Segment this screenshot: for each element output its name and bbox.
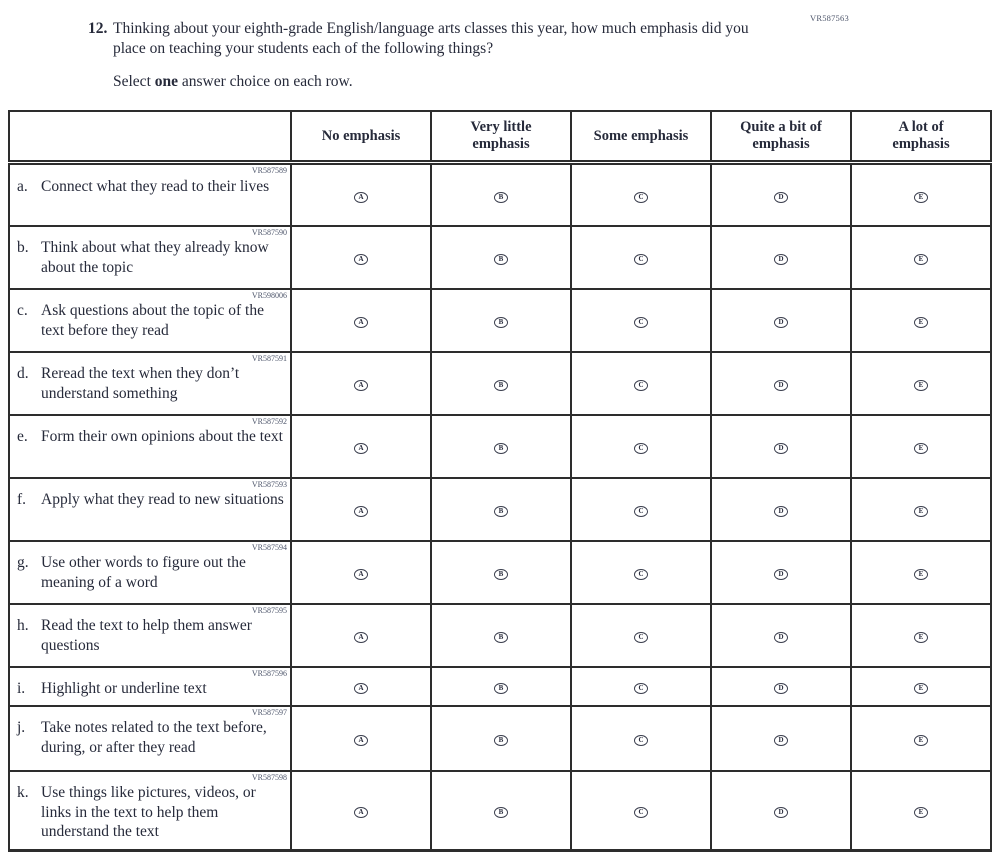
answer-cell-k-E — [851, 771, 991, 851]
option-bubble-k-B[interactable] — [494, 807, 508, 818]
option-bubble-c-C[interactable] — [634, 317, 648, 328]
row-label-line — [10, 717, 290, 759]
answer-cell-d-C — [571, 352, 711, 415]
row-code: VR587594 — [251, 542, 287, 552]
row-label: Form their own opinions about the text — [41, 428, 283, 446]
instruction-suffix: answer choice on each row. — [178, 72, 353, 90]
answer-cell-a-A — [291, 163, 431, 226]
option-bubble-a-C[interactable] — [634, 192, 648, 203]
emphasis-matrix-table — [8, 110, 992, 852]
option-bubble-i-C[interactable] — [634, 683, 648, 694]
option-bubble-h-C[interactable] — [634, 632, 648, 643]
option-bubble-a-A[interactable] — [354, 192, 368, 203]
row-stub-k — [9, 771, 291, 851]
option-letter: C — [638, 684, 644, 692]
option-bubble-f-B[interactable] — [494, 506, 508, 517]
answer-cell-a-D — [711, 163, 851, 226]
table-row-h — [9, 604, 991, 667]
row-letter: i. — [17, 680, 26, 698]
row-label-line — [10, 615, 290, 657]
option-letter: A — [358, 255, 364, 263]
option-bubble-k-D[interactable] — [774, 807, 788, 818]
answer-cell-j-E — [851, 706, 991, 771]
option-letter: E — [918, 633, 924, 641]
row-stub-b — [9, 226, 291, 289]
option-bubble-b-E[interactable] — [914, 254, 928, 265]
table-row-i — [9, 667, 991, 706]
answer-cell-f-E — [851, 478, 991, 541]
row-code: VR587591 — [251, 353, 287, 363]
option-bubble-j-E[interactable] — [914, 735, 928, 746]
answer-cell-d-B — [431, 352, 571, 415]
answer-cell-d-A — [291, 352, 431, 415]
row-code: VR598006 — [251, 290, 287, 300]
column-header-E — [851, 111, 991, 163]
row-code: VR587590 — [251, 227, 287, 237]
option-letter: B — [498, 736, 504, 744]
option-bubble-h-E[interactable] — [914, 632, 928, 643]
question-block — [88, 19, 778, 91]
row-code: VR587597 — [251, 707, 287, 717]
option-bubble-b-D[interactable] — [774, 254, 788, 265]
row-stub-i — [9, 667, 291, 706]
option-bubble-c-E[interactable] — [914, 317, 928, 328]
column-header-label: No emphasis — [321, 127, 401, 144]
row-letter: k. — [17, 784, 29, 802]
row-letter: b. — [17, 239, 29, 257]
row-label-line — [10, 176, 290, 198]
option-bubble-f-C[interactable] — [634, 506, 648, 517]
answer-cell-e-C — [571, 415, 711, 478]
option-bubble-j-B[interactable] — [494, 735, 508, 746]
answer-cell-k-C — [571, 771, 711, 851]
option-bubble-h-B[interactable] — [494, 632, 508, 643]
answer-cell-e-E — [851, 415, 991, 478]
row-stub-c — [9, 289, 291, 352]
answer-cell-h-D — [711, 604, 851, 667]
option-bubble-a-E[interactable] — [914, 192, 928, 203]
row-label: Take notes related to the text before, during, or after they read — [41, 719, 267, 756]
option-letter: A — [358, 192, 364, 201]
row-label-line — [10, 237, 290, 279]
option-bubble-g-A[interactable] — [354, 569, 368, 580]
column-header-B — [431, 111, 571, 163]
option-letter: D — [778, 318, 784, 326]
option-letter: B — [498, 192, 504, 201]
option-letter: D — [778, 633, 784, 641]
answer-cell-a-E — [851, 163, 991, 226]
table-row-k — [9, 771, 991, 851]
column-header-C — [571, 111, 711, 163]
option-bubble-i-E[interactable] — [914, 683, 928, 694]
row-code: VR587589 — [251, 166, 287, 175]
option-letter: D — [778, 570, 784, 578]
option-letter: B — [498, 684, 504, 692]
option-letter: B — [498, 633, 504, 641]
option-letter: C — [638, 381, 644, 389]
answer-cell-h-A — [291, 604, 431, 667]
row-code: VR587592 — [251, 416, 287, 426]
option-bubble-g-B[interactable] — [494, 569, 508, 580]
answer-cell-i-E — [851, 667, 991, 706]
answer-cell-b-C — [571, 226, 711, 289]
option-letter: D — [778, 192, 784, 201]
option-bubble-a-B[interactable] — [494, 192, 508, 203]
option-bubble-f-D[interactable] — [774, 506, 788, 517]
row-label: Connect what they read to their lives — [41, 177, 270, 195]
option-bubble-k-C[interactable] — [634, 807, 648, 818]
answer-cell-k-B — [431, 771, 571, 851]
option-letter: E — [918, 255, 924, 263]
row-stub-g — [9, 541, 291, 604]
column-header-label: A lot of — [898, 119, 944, 136]
row-label-line — [10, 300, 290, 342]
answer-cell-c-C — [571, 289, 711, 352]
option-bubble-h-A[interactable] — [354, 632, 368, 643]
question-text: Thinking about your eighth-grade English/language arts classes this year, how much emphasis did you place on teaching your students each of the following things? — [113, 20, 749, 58]
answer-cell-g-D — [711, 541, 851, 604]
row-label-line — [10, 489, 290, 511]
row-letter: g. — [17, 554, 29, 572]
answer-cell-h-C — [571, 604, 711, 667]
row-label-line — [10, 363, 290, 405]
option-letter: E — [918, 736, 924, 744]
answer-cell-b-B — [431, 226, 571, 289]
option-letter: D — [778, 736, 784, 744]
answer-cell-g-B — [431, 541, 571, 604]
answer-cell-g-C — [571, 541, 711, 604]
table-row-c — [9, 289, 991, 352]
option-bubble-e-B[interactable] — [494, 443, 508, 454]
answer-cell-j-C — [571, 706, 711, 771]
question-instruction — [113, 73, 778, 91]
stub-header-cell — [9, 111, 291, 163]
row-letter: a. — [17, 177, 28, 195]
row-label-line — [10, 678, 290, 700]
answer-cell-j-A — [291, 706, 431, 771]
answer-cell-c-E — [851, 289, 991, 352]
option-bubble-e-E[interactable] — [914, 443, 928, 454]
option-bubble-d-A[interactable] — [354, 380, 368, 391]
answer-cell-a-B — [431, 163, 571, 226]
row-label: Read the text to help them answer questions — [41, 617, 252, 654]
option-letter: A — [358, 808, 364, 817]
option-bubble-j-C[interactable] — [634, 735, 648, 746]
option-letter: E — [918, 318, 924, 326]
option-bubble-f-E[interactable] — [914, 506, 928, 517]
column-header-label: Some emphasis — [593, 127, 689, 144]
option-bubble-d-E[interactable] — [914, 380, 928, 391]
column-header-label: emphasis — [472, 136, 530, 152]
answer-cell-c-D — [711, 289, 851, 352]
option-letter: C — [638, 192, 644, 201]
row-label: Apply what they read to new situations — [41, 491, 284, 509]
option-letter: A — [358, 507, 364, 515]
table-row-d — [9, 352, 991, 415]
row-stub-e — [9, 415, 291, 478]
row-label: Think about what they already know about the topic — [41, 239, 269, 276]
answer-cell-i-D — [711, 667, 851, 706]
answer-cell-h-B — [431, 604, 571, 667]
answer-cell-k-A — [291, 771, 431, 851]
header-row — [9, 111, 991, 163]
option-letter: E — [918, 684, 924, 692]
table-row-f — [9, 478, 991, 541]
answer-cell-f-B — [431, 478, 571, 541]
option-bubble-c-B[interactable] — [494, 317, 508, 328]
table-row-a — [9, 163, 991, 226]
option-bubble-j-D[interactable] — [774, 735, 788, 746]
option-letter: B — [498, 318, 504, 326]
option-bubble-b-A[interactable] — [354, 254, 368, 265]
option-bubble-d-B[interactable] — [494, 380, 508, 391]
answer-cell-g-A — [291, 541, 431, 604]
table-row-g — [9, 541, 991, 604]
option-letter: E — [918, 570, 924, 578]
table-body — [9, 163, 991, 851]
option-bubble-g-E[interactable] — [914, 569, 928, 580]
row-label: Use things like pictures, videos, or links in the text to help them understand the text — [41, 784, 256, 841]
question-number: 12. — [88, 20, 108, 37]
option-bubble-c-A[interactable] — [354, 317, 368, 328]
option-letter: A — [358, 684, 364, 692]
option-bubble-d-D[interactable] — [774, 380, 788, 391]
option-letter: B — [498, 381, 504, 389]
row-letter: c. — [17, 302, 28, 320]
answer-cell-d-E — [851, 352, 991, 415]
option-letter: E — [918, 444, 924, 452]
option-bubble-f-A[interactable] — [354, 506, 368, 517]
answer-cell-e-A — [291, 415, 431, 478]
option-letter: C — [638, 318, 644, 326]
option-letter: A — [358, 633, 364, 641]
option-bubble-k-E[interactable] — [914, 807, 928, 818]
answer-cell-f-C — [571, 478, 711, 541]
option-bubble-b-C[interactable] — [634, 254, 648, 265]
answer-cell-c-A — [291, 289, 431, 352]
option-letter: A — [358, 736, 364, 744]
row-label: Ask questions about the topic of the text before they read — [41, 302, 264, 339]
answer-cell-g-E — [851, 541, 991, 604]
row-code: VR587595 — [251, 605, 287, 615]
answer-cell-f-A — [291, 478, 431, 541]
option-letter: A — [358, 381, 364, 389]
column-header-label: Quite a bit of — [740, 119, 822, 136]
option-letter: B — [498, 444, 504, 452]
answer-cell-f-D — [711, 478, 851, 541]
option-letter: A — [358, 570, 364, 578]
option-bubble-j-A[interactable] — [354, 735, 368, 746]
option-bubble-b-B[interactable] — [494, 254, 508, 265]
option-letter: E — [918, 381, 924, 389]
option-bubble-e-A[interactable] — [354, 443, 368, 454]
option-letter: B — [498, 255, 504, 263]
option-letter: E — [918, 808, 924, 817]
form-code: VR587563 — [810, 13, 849, 23]
option-letter: E — [918, 192, 924, 201]
answer-cell-e-D — [711, 415, 851, 478]
row-stub-j — [9, 706, 291, 771]
row-label-line — [10, 426, 290, 448]
option-bubble-i-B[interactable] — [494, 683, 508, 694]
option-bubble-a-D[interactable] — [774, 192, 788, 203]
row-letter: d. — [17, 365, 29, 383]
column-header-label: Very little — [470, 119, 532, 136]
answer-cell-b-D — [711, 226, 851, 289]
instruction-bold-word: one — [154, 72, 178, 90]
row-label: Highlight or underline text — [41, 680, 207, 698]
option-letter: C — [638, 255, 644, 263]
row-letter: e. — [17, 428, 28, 446]
answer-cell-i-A — [291, 667, 431, 706]
answer-cell-j-B — [431, 706, 571, 771]
row-stub-a — [9, 163, 291, 226]
answer-cell-e-B — [431, 415, 571, 478]
row-stub-h — [9, 604, 291, 667]
answer-cell-d-D — [711, 352, 851, 415]
row-code: VR587598 — [251, 772, 287, 782]
option-bubble-e-C[interactable] — [634, 443, 648, 454]
answer-cell-i-C — [571, 667, 711, 706]
row-code: VR587596 — [251, 668, 287, 678]
option-bubble-k-A[interactable] — [354, 807, 368, 818]
option-bubble-e-D[interactable] — [774, 443, 788, 454]
option-bubble-g-C[interactable] — [634, 569, 648, 580]
answer-cell-i-B — [431, 667, 571, 706]
option-letter: C — [638, 633, 644, 641]
row-letter: j. — [17, 719, 26, 737]
column-header-D — [711, 111, 851, 163]
option-letter: A — [358, 444, 364, 452]
row-stub-f — [9, 478, 291, 541]
option-letter: D — [778, 255, 784, 263]
option-letter: C — [638, 444, 644, 452]
option-bubble-h-D[interactable] — [774, 632, 788, 643]
table-row-j — [9, 706, 991, 771]
row-letter: f. — [17, 491, 27, 509]
answer-cell-b-E — [851, 226, 991, 289]
option-letter: D — [778, 507, 784, 515]
row-label: Use other words to figure out the meaning of a word — [41, 554, 246, 591]
option-bubble-g-D[interactable] — [774, 569, 788, 580]
option-letter: C — [638, 736, 644, 744]
table-row-b — [9, 226, 991, 289]
row-letter: h. — [17, 617, 29, 635]
option-letter: C — [638, 570, 644, 578]
answer-cell-b-A — [291, 226, 431, 289]
option-bubble-c-D[interactable] — [774, 317, 788, 328]
answer-cell-h-E — [851, 604, 991, 667]
row-label-line — [10, 552, 290, 594]
column-header-label: emphasis — [892, 136, 950, 152]
column-header-A — [291, 111, 431, 163]
option-letter: B — [498, 570, 504, 578]
option-letter: D — [778, 381, 784, 389]
row-code: VR587593 — [251, 479, 287, 489]
option-letter: D — [778, 808, 784, 817]
answer-cell-k-D — [711, 771, 851, 851]
option-letter: B — [498, 808, 504, 817]
answer-cell-c-B — [431, 289, 571, 352]
option-letter: C — [638, 507, 644, 515]
option-letter: E — [918, 507, 924, 515]
column-header-label: emphasis — [752, 136, 810, 152]
option-letter: A — [358, 318, 364, 326]
answer-cell-a-C — [571, 163, 711, 226]
table-row-e — [9, 415, 991, 478]
row-label: Reread the text when they don’t understand something — [41, 365, 240, 402]
answer-cell-j-D — [711, 706, 851, 771]
row-stub-d — [9, 352, 291, 415]
option-letter: C — [638, 808, 644, 817]
option-letter: B — [498, 507, 504, 515]
option-bubble-d-C[interactable] — [634, 380, 648, 391]
option-bubble-i-A[interactable] — [354, 683, 368, 694]
row-label-line — [10, 782, 290, 843]
option-letter: D — [778, 684, 784, 692]
option-bubble-i-D[interactable] — [774, 683, 788, 694]
instruction-prefix: Select — [113, 72, 155, 90]
option-letter: D — [778, 444, 784, 452]
